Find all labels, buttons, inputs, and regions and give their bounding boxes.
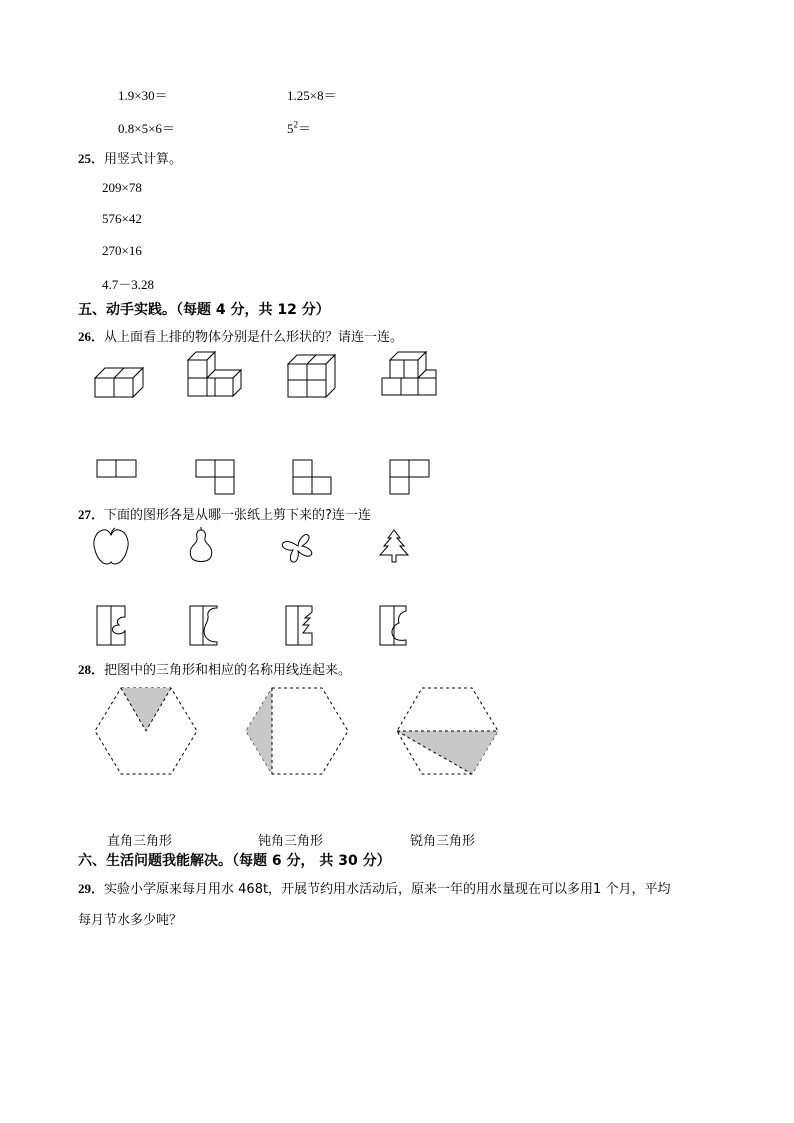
q28-label-1: 直角三角形 bbox=[107, 834, 173, 849]
section-5-title: 五、动手实践。（每题 4 分，共 12 分） bbox=[78, 302, 330, 318]
hexagon-1-triangle bbox=[121, 688, 171, 731]
q25-text: 用竖式计算。 bbox=[104, 152, 183, 167]
calc-2-left: 0.8×5×6＝ bbox=[118, 121, 175, 136]
q25-item-2: 576×42 bbox=[102, 211, 142, 226]
q25-item-3: 270×16 bbox=[102, 243, 142, 258]
hexagon-1 bbox=[95, 688, 197, 774]
q26-number: 26． bbox=[78, 329, 105, 344]
q28-label-3: 锐角三角形 bbox=[410, 834, 476, 849]
q29-line-1 bbox=[78, 878, 670, 897]
section-6-title: 六、生活问题我能解决。（每题 6 分， 共 30 分） bbox=[78, 853, 391, 869]
q27-text: 下面的图形各是从哪一张纸上剪下来的?连一连 bbox=[104, 508, 371, 523]
power-exponent: 2 bbox=[293, 119, 298, 130]
hexagon-3-triangle bbox=[397, 731, 498, 774]
hexagon-2 bbox=[246, 688, 348, 774]
power-equals: ＝ bbox=[298, 121, 312, 136]
q28-text: 把图中的三角形和相应的名称用线连起来。 bbox=[104, 663, 352, 678]
q29-text-line-2: 每月节水多少吨？ bbox=[78, 913, 183, 928]
calc-1-right: 1.25×8＝ bbox=[287, 88, 337, 103]
q25-item-4: 4.7－3.28 bbox=[102, 277, 155, 292]
hexagon-2-triangle bbox=[246, 688, 272, 774]
q28-label-2: 钝角三角形 bbox=[258, 834, 324, 849]
q27-number: 27． bbox=[78, 507, 105, 522]
calc-1-left: 1.9×30＝ bbox=[118, 88, 168, 103]
q29-number: 29． bbox=[78, 881, 105, 896]
q26-text: 从上面看上排的物体分别是什么形状的？请连一连。 bbox=[104, 330, 404, 345]
power-base: 5 bbox=[287, 121, 294, 136]
q25-number: 25． bbox=[78, 151, 105, 166]
q25-item-1: 209×78 bbox=[102, 180, 142, 195]
q29-text-line-1: 实验小学原来每月用水 468t，开展节约用水活动后，原来一年的用水量现在可以多用1 个月，平均 bbox=[104, 882, 671, 897]
q28-number: 28． bbox=[78, 662, 105, 677]
hexagon-3 bbox=[397, 688, 498, 774]
